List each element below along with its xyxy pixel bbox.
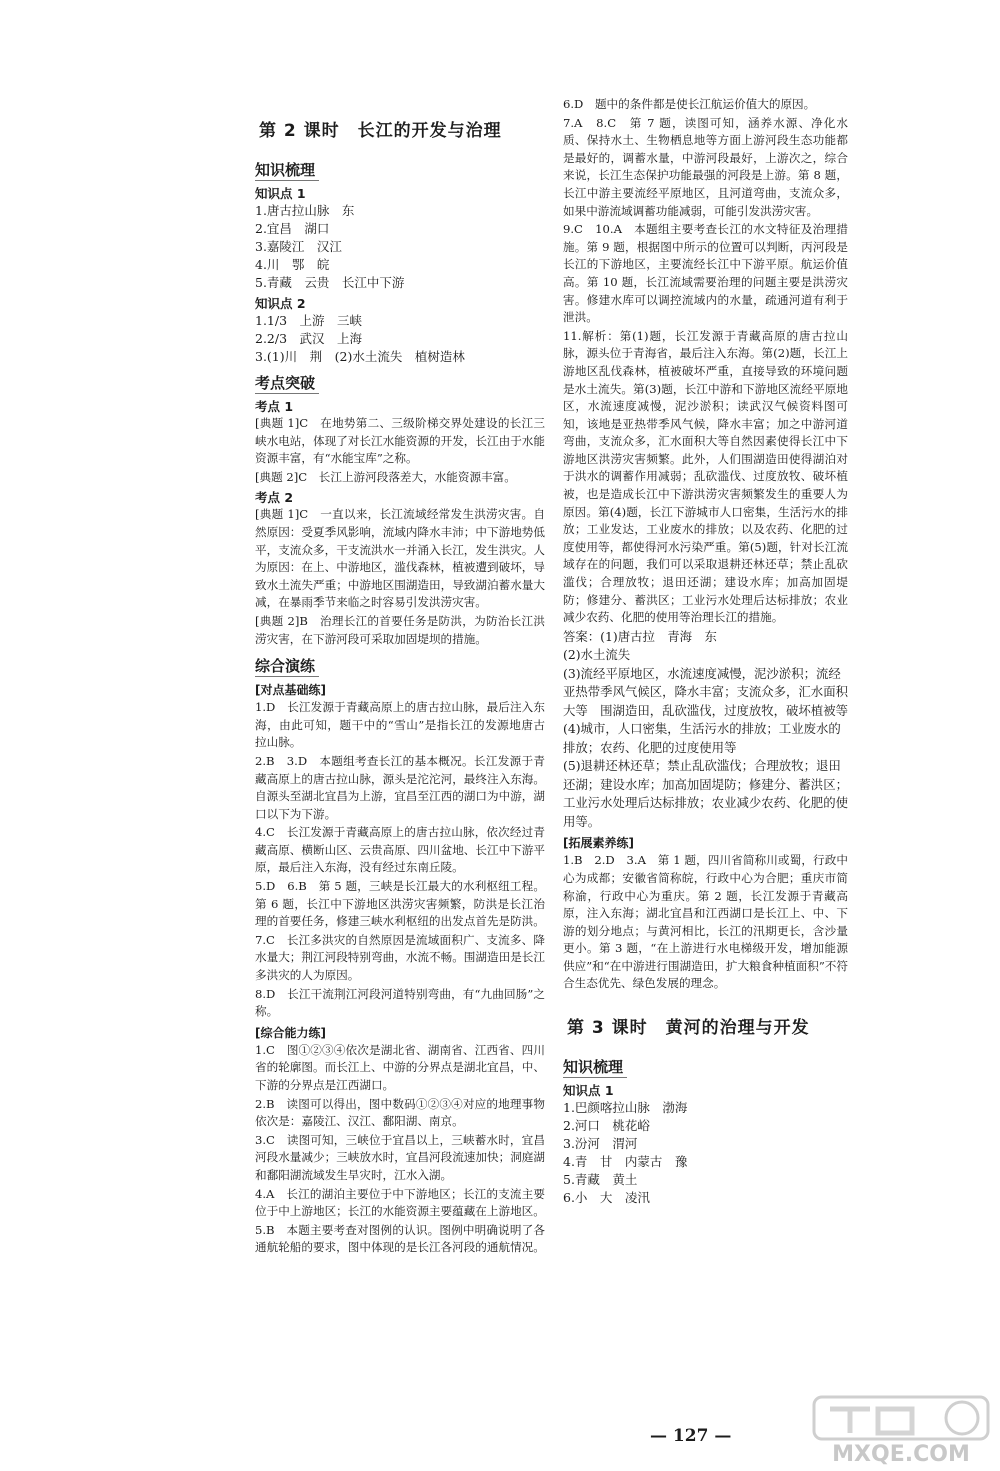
kp1-line: 2.宜昌 湖口 <box>255 221 330 236</box>
page-number: — 127 — <box>650 1426 732 1446</box>
answer-item: 5.B 本题主要考查对图例的认识。图例中明确说明了各通航轮船的要求，图中体现的是长江各河段的通航情况。 <box>255 1222 545 1255</box>
answer-item: 11.解析：第(1)题，长江发源于青藏高原的唐古拉山脉，源头位于青海省，最后注入东海。第(2)题，长江上游地区乱伐森林，植被破坏严重，直接导致的环境问题是水土流失。第(3)题，长江中游和下游地区流经平原地区，水流速度减慢，泥沙淤积；读武汉气候资料图可知，该地是亚热带季风气候，降水丰富；加之中游河道弯曲，支流众多，汇水面积大等自然因素使得长江中下游地区洪涝灾害频繁。此外，人们围湖造田使得湖泊对于洪水的调蓄作用减弱；乱砍滥伐、过度放牧、破坏植被，也是造成长江中下游洪涝灾害频繁发生的重要人为原因。第(4)题，长江下游城市人口密集，生活污水的排放；工业发达，工业废水的排放；以及农药、化肥的过度使用等，都使得河水污染严重。第(5)题，针对长江流域存在的问题，我们可以采取退耕还林还草；禁止乱砍滥伐；合理放牧；退田还湖；建设水库；加高加固堤防；修建分、蓄洪区；工业污水处理后达标排放；农业减少农药、化肥的使用等治理长江的措施。 <box>563 328 848 625</box>
exam-item: [典题 2]B 治理长江的首要任务是防洪，为防治长江洪涝灾害，在下游河段可采取加固堤坝的措施。 <box>255 613 545 646</box>
left-column <box>255 96 545 1258</box>
answer-item: 7.C 长江多洪灾的自然原因是流域面积广、支流多、降水量大；荆江河段特别弯曲，水流不畅。围湖造田是长江多洪灾的人为原因。 <box>255 932 545 983</box>
knowledge-heading: 知识梳理 <box>563 1056 627 1078</box>
kp1-line: 4.青 甘 内蒙古 豫 <box>563 1154 688 1170</box>
kp1-line: 2.河口 桃花峪 <box>563 1118 650 1134</box>
answer-line: (3)流经平原地区，水流速度减慢，泥沙淤积；流经亚热带季风气候区，降水丰富；支流众多，汇水面积大等 围湖造田，乱砍滥伐，过度放牧，破坏植被等 <box>563 665 848 718</box>
kp1-line: 1.巴颜喀拉山脉 渤海 <box>563 1100 688 1116</box>
exam-item: [典题 1]C 一直以来，长江流域经常发生洪涝灾害。自然原因：受夏季风影响，流域内降水丰沛；中下游地势低平，支流众多，干支流洪水一并涌入长江，发生洪灾。人为原因：在上、中游地区，滥伐森林，植被遭到破坏，导致水土流失严重；中游地区围湖造田，导致湖泊蓄水量大减，在暴雨季节来临之时容易引发洪涝灾害。 <box>255 507 545 610</box>
answer-line: (2)水土流失 <box>563 647 631 663</box>
watermark-text: MXQE.COM <box>832 1442 970 1467</box>
answer-item: 1.D 长江发源于青藏高原上的唐古拉山脉，最后注入东海，由此可知，题干中的“雪山”是指长江的发源地唐古拉山脉。 <box>255 700 545 750</box>
answer-item: 6.D 题中的条件都是使长江航运价值大的原因。 <box>563 97 816 111</box>
answer-item: 3.C 读图可知，三峡位于宜昌以上，三峡蓄水时，宜昌河段水量减少；三峡放水时，宜昌河段流速加快；洞庭湖和鄱阳湖流域发生旱灾时，江水入湖。 <box>255 1132 545 1182</box>
answer-item: 4.C 长江发源于青藏高原上的唐古拉山脉，依次经过青藏高原、横断山区、云贵高原、四川盆地、长江中下游平原，最后注入东海，没有经过东南丘陵。 <box>255 825 545 875</box>
knowledge-point-2-heading: 知识点 2 <box>255 296 306 311</box>
right-column <box>563 96 848 1207</box>
kp1-line: 5.青藏 黄土 <box>563 1172 638 1188</box>
exam-point-2-heading: 考点 2 <box>255 490 294 506</box>
answer-item: 2.B 3.D 本题组考查长江的基本概况。长江发源于青藏高原上的唐古拉山脉，源头是沱沱河，最终注入东海。自源头至湖北宜昌为上游，宜昌至江西的湖口为中游，湖口以下为下游。 <box>255 753 545 821</box>
exam-point-1-heading: 考点 1 <box>255 399 294 414</box>
knowledge-point-1-heading: 知识点 1 <box>255 186 306 201</box>
answer-item: 7.A 8.C 第 7 题，读图可知，涵养水源、净化水质、保持水土、生物栖息地等方面上游河段生态功能都是最好的，调蓄水量，中游河段最好，上游次之，综合来说，长江生态保护功能最强的河段是上游。第 8 题，长江中游主要流经平原地区，且河道弯曲，支流众多，如果中游流域调蓄功能减弱，可能引发洪涝灾害。 <box>563 115 848 218</box>
answer-item: 2.B 读图可以得出，图中数码①②③④对应的地理事物依次是：嘉陵江、汉江、鄱阳湖、南京。 <box>255 1096 545 1129</box>
lesson-2-title: 第 2 课时 长江的开发与治理 <box>259 121 502 141</box>
kp1-line: 3.嘉陵江 汉江 <box>255 239 342 254</box>
answer-line: 答案：(1)唐古拉 青海 东 <box>563 628 717 644</box>
kp1-line: 3.汾河 渭河 <box>563 1136 638 1152</box>
expand-practice-heading: [拓展素养练] <box>563 836 634 851</box>
answer-line: (5)退耕还林还草；禁止乱砍滥伐；合理放牧；退田还湖；建设水库；加高加固堤防；修建分、蓄洪区；工业污水处理后达标排放；农业减少农药、化肥的使用等。 <box>563 758 848 829</box>
watermark-logo <box>812 1395 990 1467</box>
kp1-line: 6.小 大 凌汛 <box>563 1190 650 1206</box>
answer-item: 1.C 图①②③④依次是湖北省、湖南省、江西省、四川省的轮廓图。而长江上、中游的分界点是湖北宜昌，中、下游的分界点是江西湖口。 <box>255 1042 545 1092</box>
knowledge-heading: 知识梳理 <box>255 159 319 181</box>
lesson-3-title: 第 3 课时 黄河的治理与开发 <box>567 1018 810 1039</box>
kp2-line: 2.2/3 武汉 上海 <box>255 331 363 346</box>
exam-item: [典题 2]C 长江上游河段落差大，水能资源丰富。 <box>255 469 516 484</box>
answer-item: 8.D 长江干流荆江河段河道特别弯曲，有“九曲回肠”之称。 <box>255 986 545 1019</box>
knowledge-point-1-heading: 知识点 1 <box>563 1083 614 1099</box>
answer-item: 5.D 6.B 第 5 题，三峡是长江最大的水利枢纽工程。第 6 题，长江中下游地区洪涝灾害频繁，防洪是长江治理的首要任务，修建三峡水利枢纽的出发点首先是防洪。 <box>255 879 545 929</box>
kp2-line: 3.(1)川 荆 (2)水土流失 植树造林 <box>255 349 465 364</box>
ability-practice-heading: [综合能力练] <box>255 1025 326 1040</box>
basic-practice-heading: [对点基础练] <box>255 683 326 698</box>
exam-item: [典题 1]C 在地势第二、三级阶梯交界处建设的长江三峡水电站，体现了对长江水能资源的开发，长江由于水能资源丰富，有“水能宝库”之称。 <box>255 416 545 466</box>
kp1-line: 5.青藏 云贵 长江中下游 <box>255 275 405 290</box>
answer-item: 1.B 2.D 3.A 第 1 题，四川省简称川或蜀，行政中心为成都；安徽省简称皖，行政中心为合肥；重庆市简称渝，行政中心为重庆。第 2 题，长江发源于青藏高原，注入东海；湖北宜昌和江西湖口是长江上、中、下游的划分地点；与黄河相比，长江的汛期更长，含沙量更小。第 3 题，“在上游进行水电梯级开发，增加能源供应”和“在中游进行围湖造田，扩大粮食种植面积”不符合生态优先、绿色发展的理念。 <box>563 853 848 991</box>
exam-heading: 考点突破 <box>255 372 319 394</box>
answer-item: 4.A 长江的湖泊主要位于中下游地区；长江的支流主要位于中上游地区；长江的水能资源主要蕴藏在上游地区。 <box>255 1186 545 1219</box>
kp1-line: 1.唐古拉山脉 东 <box>255 203 355 218</box>
answer-line: (4)城市，人口密集，生活污水的排放；工业废水的排放；农药、化肥的过度使用等 <box>563 721 841 755</box>
kp1-line: 4.川 鄂 皖 <box>255 257 330 272</box>
kp2-line: 1.1/3 上游 三峡 <box>255 313 363 328</box>
practice-heading: 综合演练 <box>255 655 319 677</box>
answer-item: 9.C 10.A 本题组主要考查长江的水文特征及治理措施。第 9 题，根据图中所示的位置可以判断，丙河段是长江的下游地区，主要流经长江中下游平原。航运价值高。第 10 题，长江流域需要治理的问题主要是洪涝灾害。修建水库可以调控流域内的水量，疏通河道有利于泄洪。 <box>563 222 848 325</box>
